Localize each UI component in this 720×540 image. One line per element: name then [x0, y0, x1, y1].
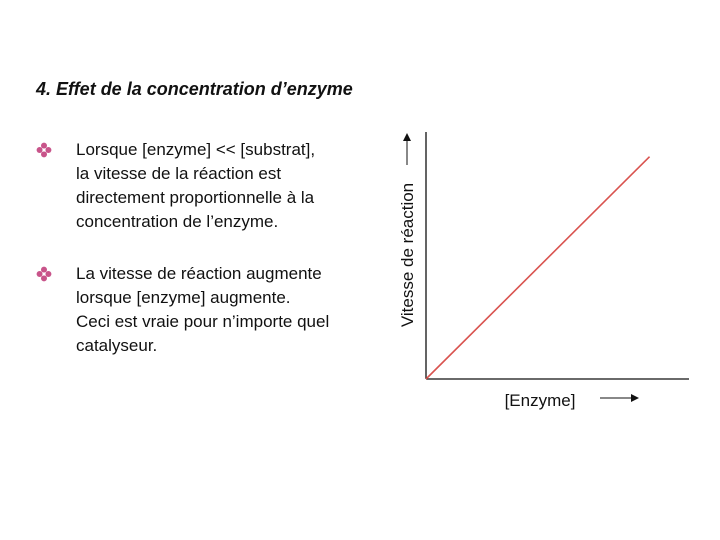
series-layer — [426, 157, 650, 379]
bullet-line: lorsque [enzyme] augmente. — [76, 288, 291, 307]
bullet-line: Ceci est vraie pour n’importe quel — [76, 312, 330, 331]
slide-title: 4. Effet de la concentration d’enzyme — [36, 79, 353, 99]
bullet-line: La vitesse de réaction augmente — [76, 264, 322, 283]
bullet-line: Lorsque [enzyme] << [substrat], — [76, 140, 316, 159]
x-axis-label: [Enzyme] — [504, 391, 576, 410]
bullet-line: concentration de l’enzyme. — [76, 212, 279, 231]
bullet-line: la vitesse de la réaction est — [76, 164, 282, 183]
bullet-line: directement proportionnelle à la — [76, 188, 315, 207]
y-axis-label: Vitesse de réaction — [398, 182, 417, 328]
bullet-line: catalyseur. — [76, 336, 158, 355]
series-line-0 — [426, 157, 650, 379]
